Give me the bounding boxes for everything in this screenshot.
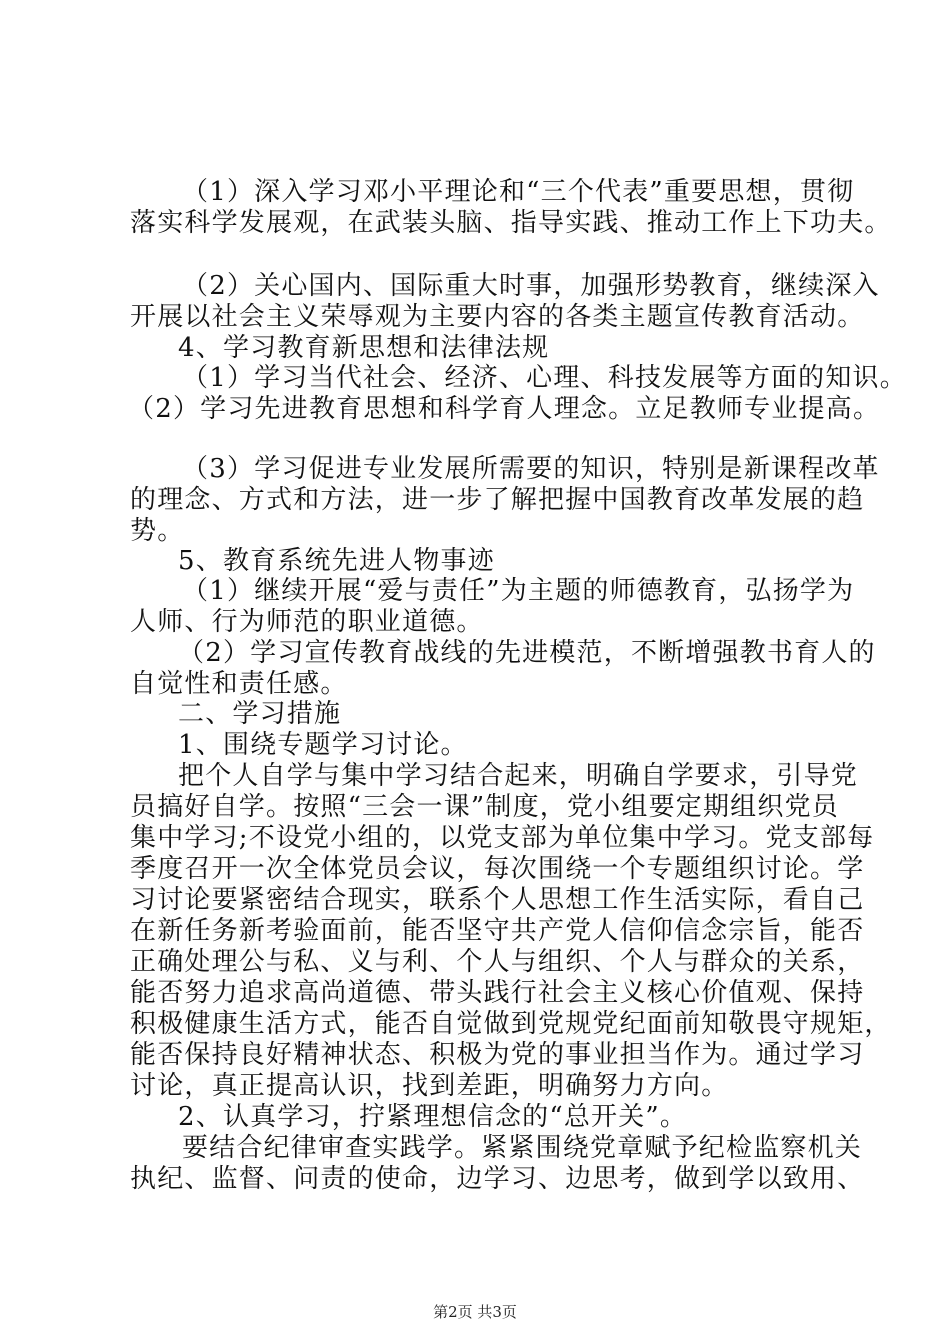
text-line: 员搞好自学。按照“三会一课”制度，党小组要定期组织党员	[130, 792, 839, 822]
text-line: （1）学习当代社会、经济、心理、科技发展等方面的知识。	[182, 363, 907, 393]
text-line: （1）继续开展“爱与责任”为主题的师德教育，弘扬学为	[182, 576, 855, 606]
section-heading: 5、教育系统先进人物事迹	[178, 546, 495, 576]
text-line: 能否保持良好精神状态、积极为党的事业担当作为。通过学习	[130, 1040, 865, 1070]
text-line: 习讨论要紧密结合现实，联系个人思想工作生活实际，看自己	[130, 885, 865, 915]
text-line: （3）学习促进专业发展所需要的知识，特别是新课程改革	[182, 454, 880, 484]
text-line: 在新任务新考验面前，能否坚守共产党人信仰信念宗旨，能否	[130, 916, 865, 946]
text-line: 自觉性和责任感。	[130, 669, 348, 699]
section-heading: 4、学习教育新思想和法律法规	[178, 333, 550, 363]
text-line: 集中学习;不设党小组的，以党支部为单位集中学习。党支部每	[130, 823, 875, 853]
section-heading: 1、围绕专题学习讨论。	[178, 730, 468, 760]
text-line: 要结合纪律审查实践学。紧紧围绕党章赋予纪检监察机关	[182, 1133, 863, 1163]
text-line: 执纪、监督、问责的使命，边学习、边思考，做到学以致用、	[130, 1164, 865, 1194]
text-line: 人师、行为师范的职业道德。	[130, 607, 484, 637]
page-number-footer: 第2页 共3页	[433, 1303, 517, 1321]
text-line: 开展以社会主义荣辱观为主要内容的各类主题宣传教育活动。	[130, 302, 865, 332]
text-line: 落实科学发展观，在武装头脑、指导实践、推动工作上下功夫。	[130, 208, 892, 238]
text-line: （2）学习宣传教育战线的先进模范，不断增强教书育人的	[178, 638, 876, 668]
text-line: 积极健康生活方式，能否自觉做到党规党纪面前知敬畏守规矩，	[130, 1009, 892, 1039]
text-line: （1）深入学习邓小平理论和“三个代表”重要思想，贯彻	[182, 177, 855, 207]
text-line: 正确处理公与私、义与利、个人与组织、个人与群众的关系，	[130, 947, 865, 977]
text-line: 势。	[130, 516, 185, 546]
section-heading: 2、认真学习，拧紧理想信念的“总开关”。	[178, 1102, 688, 1132]
text-line: （2）学习先进教育思想和科学育人理念。立足教师专业提高。	[128, 394, 881, 424]
text-line: 讨论，真正提高认识，找到差距，明确努力方向。	[130, 1071, 729, 1101]
text-line: 能否努力追求高尚道德、带头践行社会主义核心价值观、保持	[130, 978, 865, 1008]
text-line: 的理念、方式和方法，进一步了解把握中国教育改革发展的趋	[130, 485, 865, 515]
text-line: 季度召开一次全体党员会议，每次围绕一个专题组织讨论。学	[130, 854, 865, 884]
section-heading: 二、学习措施	[178, 699, 342, 729]
text-line: 把个人自学与集中学习结合起来，明确自学要求，引导党	[178, 761, 859, 791]
text-line: （2）关心国内、国际重大时事，加强形势教育，继续深入	[182, 271, 880, 301]
